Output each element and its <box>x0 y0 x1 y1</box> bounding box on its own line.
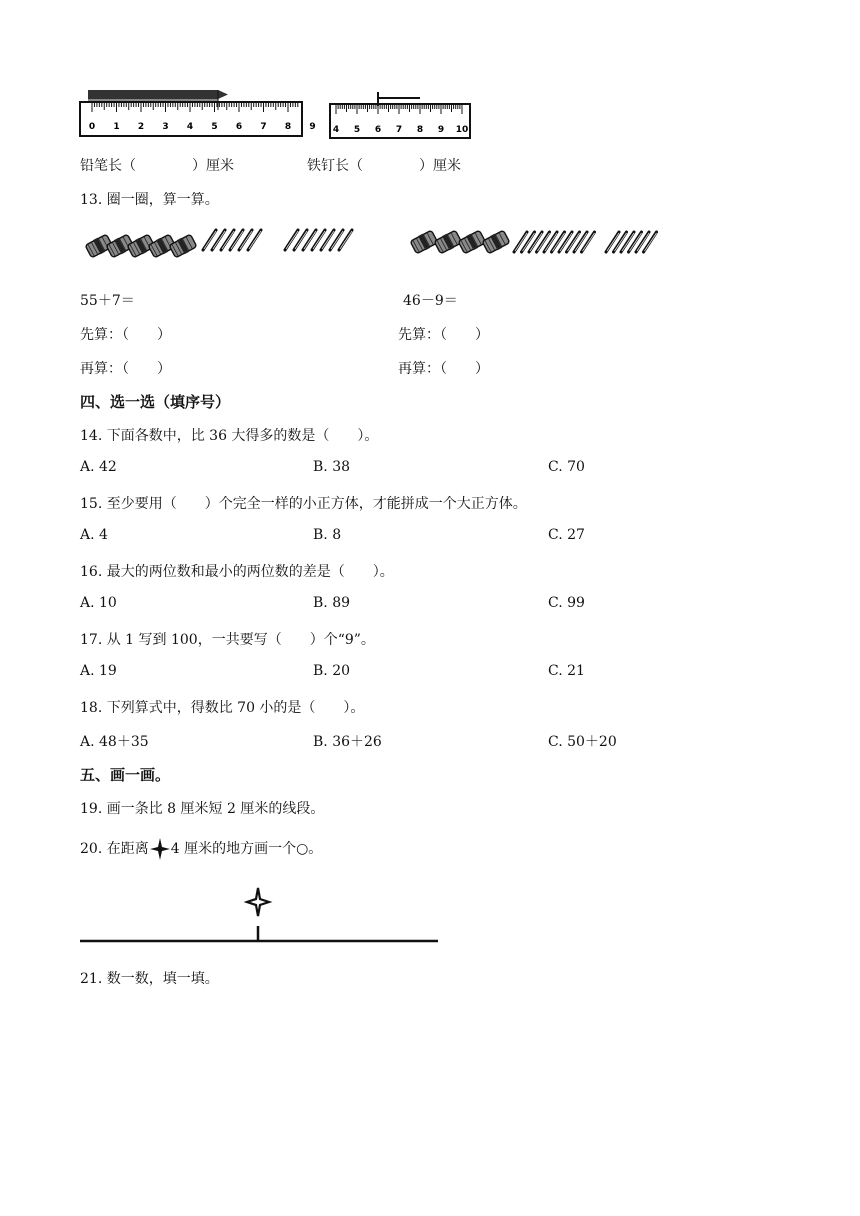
nail-length-blank: 铁钉长（ ）厘米 <box>307 158 461 174</box>
stick-bundles-left-figure <box>85 226 375 266</box>
ruler1-tick-label: 4 <box>186 122 194 132</box>
q13-left-expr: 55＋7＝ <box>80 293 135 309</box>
ruler1-tick-label: 9 <box>309 122 316 132</box>
q15-option-a: A. 4 <box>80 527 108 543</box>
ruler1-tick-label: 7 <box>260 122 267 132</box>
section4-heading: 四、选一选（填序号） <box>80 393 231 411</box>
section5-heading: 五、画一画。 <box>80 766 171 784</box>
ruler1-tick-label: 2 <box>137 122 145 132</box>
q16-text: 16. 最大的两位数和最小的两位数的差是（ ）。 <box>80 564 394 580</box>
stick-bundles-right-figure <box>410 226 665 266</box>
q13-left-then: 再算：（ ） <box>80 361 171 377</box>
ruler2-tick-label: 4 <box>332 125 340 135</box>
q20-baseline-figure <box>78 884 443 946</box>
q14-option-c: C. 70 <box>548 459 585 475</box>
q15-option-b: B. 8 <box>313 527 342 543</box>
q17-option-c: C. 21 <box>548 663 585 679</box>
q17-option-a: A. 19 <box>80 663 117 679</box>
q13-right-expr: 46－9＝ <box>403 293 458 309</box>
nail-ruler-figure <box>328 92 473 140</box>
ruler2-tick-label: 7 <box>395 125 403 135</box>
q20-text-after: 4 厘米的地方画一个○。 <box>170 841 323 857</box>
q18-text: 18. 下列算式中，得数比 70 小的是（ ）。 <box>80 700 365 716</box>
q20-text <box>80 837 322 861</box>
q21-text: 21. 数一数，填一填。 <box>80 971 219 987</box>
q20-text-before: 20. 在距离 <box>80 841 149 857</box>
q15-text: 15. 至少要用（ ）个完全一样的小正方体，才能拼成一个大正方体。 <box>80 496 527 512</box>
q19-text: 19. 画一条比 8 厘米短 2 厘米的线段。 <box>80 801 325 817</box>
ruler1-tick-label: 6 <box>235 122 243 132</box>
ruler2-tick-label: 9 <box>437 125 445 135</box>
q18-option-b: B. 36＋26 <box>313 734 382 750</box>
q16-option-b: B. 89 <box>313 595 351 611</box>
q17-option-b: B. 20 <box>313 663 351 679</box>
q16-option-a: A. 10 <box>80 595 117 611</box>
q13-left-first: 先算：（ ） <box>80 327 171 343</box>
q13-right-first: 先算：（ ） <box>398 327 489 343</box>
ruler1-tick-label: 8 <box>284 122 292 132</box>
ruler2-tick-label: 8 <box>416 125 424 135</box>
q18-option-a: A. 48＋35 <box>80 734 149 750</box>
q14-option-b: B. 38 <box>313 459 351 475</box>
q14-text: 14. 下面各数中，比 36 大得多的数是（ ）。 <box>80 428 379 444</box>
ruler1-tick-label: 0 <box>88 122 96 132</box>
ruler2-tick-label: 10 <box>455 125 469 135</box>
ruler2-tick-label: 6 <box>374 125 382 135</box>
star-icon <box>149 837 171 861</box>
q13-right-then: 再算：（ ） <box>398 361 489 377</box>
pencil-ruler-figure <box>78 86 316 138</box>
ruler1-tick-label: 1 <box>113 122 120 132</box>
q18-option-c: C. 50＋20 <box>548 734 617 750</box>
q15-option-c: C. 27 <box>548 527 585 543</box>
pencil-length-blank: 铅笔长（ ）厘米 <box>80 158 234 174</box>
ruler2-tick-label: 5 <box>353 125 361 135</box>
q13-title: 13. 圈一圈，算一算。 <box>80 192 219 208</box>
ruler1-tick-label: 3 <box>162 122 169 132</box>
q16-option-c: C. 99 <box>548 595 585 611</box>
ruler1-tick-label: 5 <box>211 122 218 132</box>
q17-text: 17. 从 1 写到 100，一共要写（ ）个“9”。 <box>80 632 375 648</box>
q14-option-a: A. 42 <box>80 459 117 475</box>
